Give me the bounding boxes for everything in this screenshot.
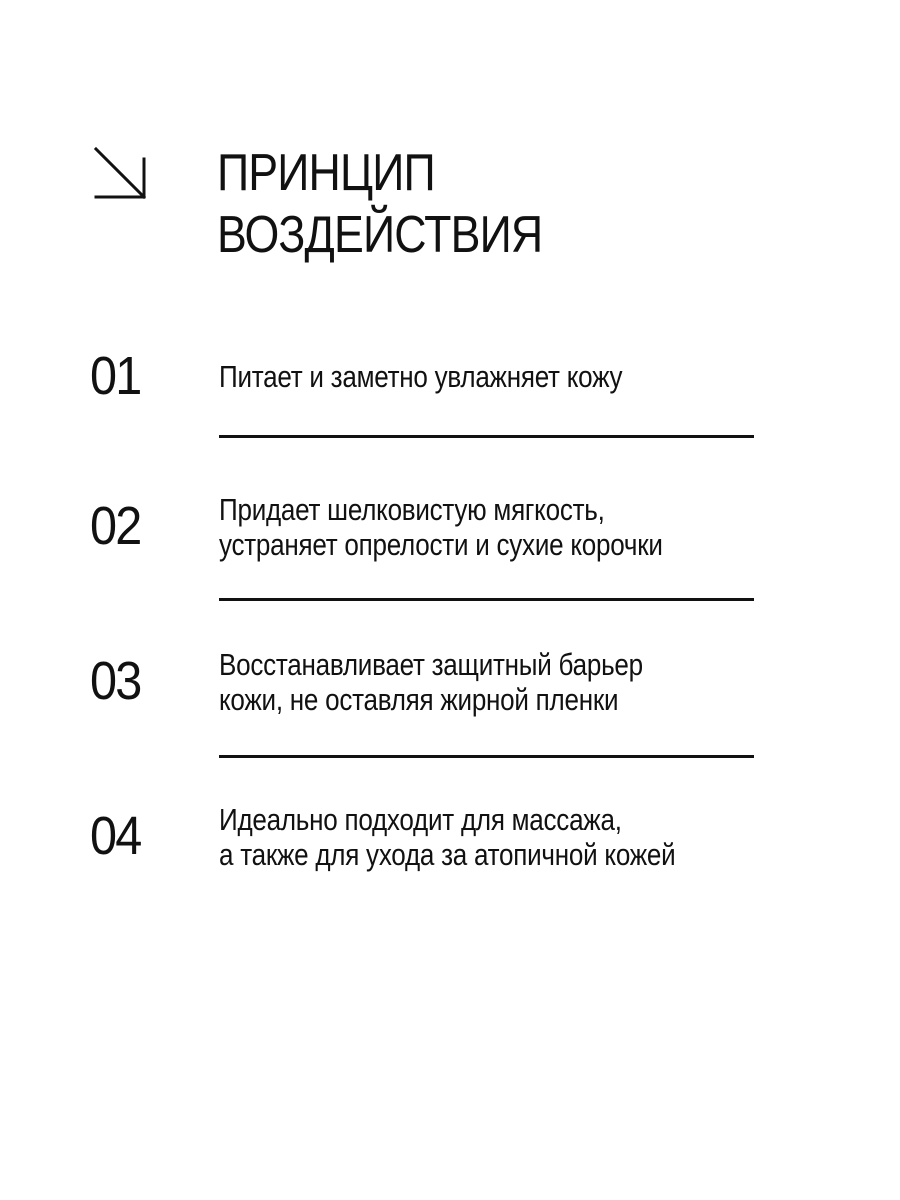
divider <box>219 755 754 758</box>
item-number: 01 <box>90 346 141 406</box>
item-number: 03 <box>90 651 141 711</box>
item-description-line: Идеально подходит для массажа, <box>219 802 622 837</box>
item-description-line: кожи, не оставляя жирной пленки <box>219 682 619 717</box>
item-description-line: устраняет опрелости и сухие корочки <box>219 527 663 562</box>
item-description <box>219 647 643 717</box>
item-description <box>219 492 663 562</box>
item-description-line: Придает шелковистую мягкость, <box>219 492 605 527</box>
page-title-line-1: ПРИНЦИП <box>217 144 435 202</box>
item-description-line: а также для ухода за атопичной кожей <box>219 837 676 872</box>
page-title-line-2: ВОЗДЕЙСТВИЯ <box>217 206 543 264</box>
item-number: 04 <box>90 806 141 866</box>
item-number: 02 <box>90 496 141 556</box>
divider <box>219 435 754 438</box>
item-description-line: Восстанавливает защитный барьер <box>219 647 643 682</box>
item-description <box>219 802 675 872</box>
divider <box>219 598 754 601</box>
item-description-line: Питает и заметно увлажняет кожу <box>219 359 623 394</box>
item-description <box>219 359 622 394</box>
